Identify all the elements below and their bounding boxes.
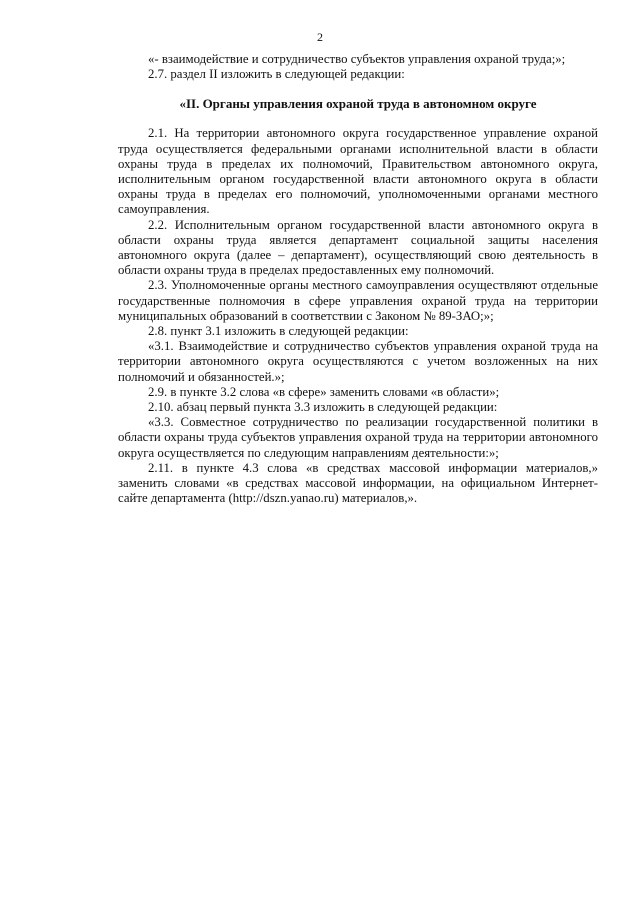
paragraph-2-2: 2.2. Исполнительным органом государственной власти автономного округа в области охраны труда является департамент социальной защиты населения автономного округа (далее – департамент), осуществляющий свою деятельность в области охраны труда в пределах предоставленных ему полномочий. [118,217,598,278]
paragraph-2-3: 2.3. Уполномоченные органы местного самоуправления осуществляют отдельные государственные полномочия в сфере управления охраной труда на территории муниципальных образований в соответствии с Законом № 89-ЗАО;»; [118,278,598,323]
section-heading: «II. Органы управления охраной труда в автономном округе [179,96,537,112]
paragraph-2-9: 2.9. в пункте 3.2 слова «в сфере» заменить словами «в области»; [148,384,500,399]
page-number: 2 [317,30,323,44]
paragraph-3-1-quote: «3.1. Взаимодействие и сотрудничество субъектов управления охраной труда на территории автономного округа осуществляются с учетом возложенных на них полномочий и обязанностей.»; [118,339,598,384]
paragraph-3-3-quote: «3.3. Совместное сотрудничество по реализации государственной политики в области охраны труда субъектов управления охраной труда на территории автономного округа осуществляется по следующим направлениям деятельности:»; [118,415,598,460]
document-body [118,52,598,506]
paragraph-2-8: 2.8. пункт 3.1 изложить в следующей редакции: [148,324,409,339]
paragraph-2-10: 2.10. абзац первый пункта 3.3 изложить в следующей редакции: [148,400,498,415]
paragraph-continuation: «- взаимодействие и сотрудничество субъектов управления охраной труда;»; [148,52,566,66]
paragraph-2-11: 2.11. в пункте 4.3 слова «в средствах массовой информации материалов,» заменить словами «в средствах массовой информации, на официальном Интернет-сайте департамента (http://dszn.yanao.ru) материалов,». [118,460,598,506]
paragraph-2-1: 2.1. На территории автономного округа государственное управление охраной труда осуществляется федеральными органами исполнительной власти в области охраны труда в пределах их полномочий, Правительством автономного округа, исполнительным органом государственной власти автономного округа в области охраны труда в пределах его полномочий, уполномоченными органами местного самоуправления. [118,126,598,217]
paragraph-2-7: 2.7. раздел II изложить в следующей редакции: [148,67,405,82]
